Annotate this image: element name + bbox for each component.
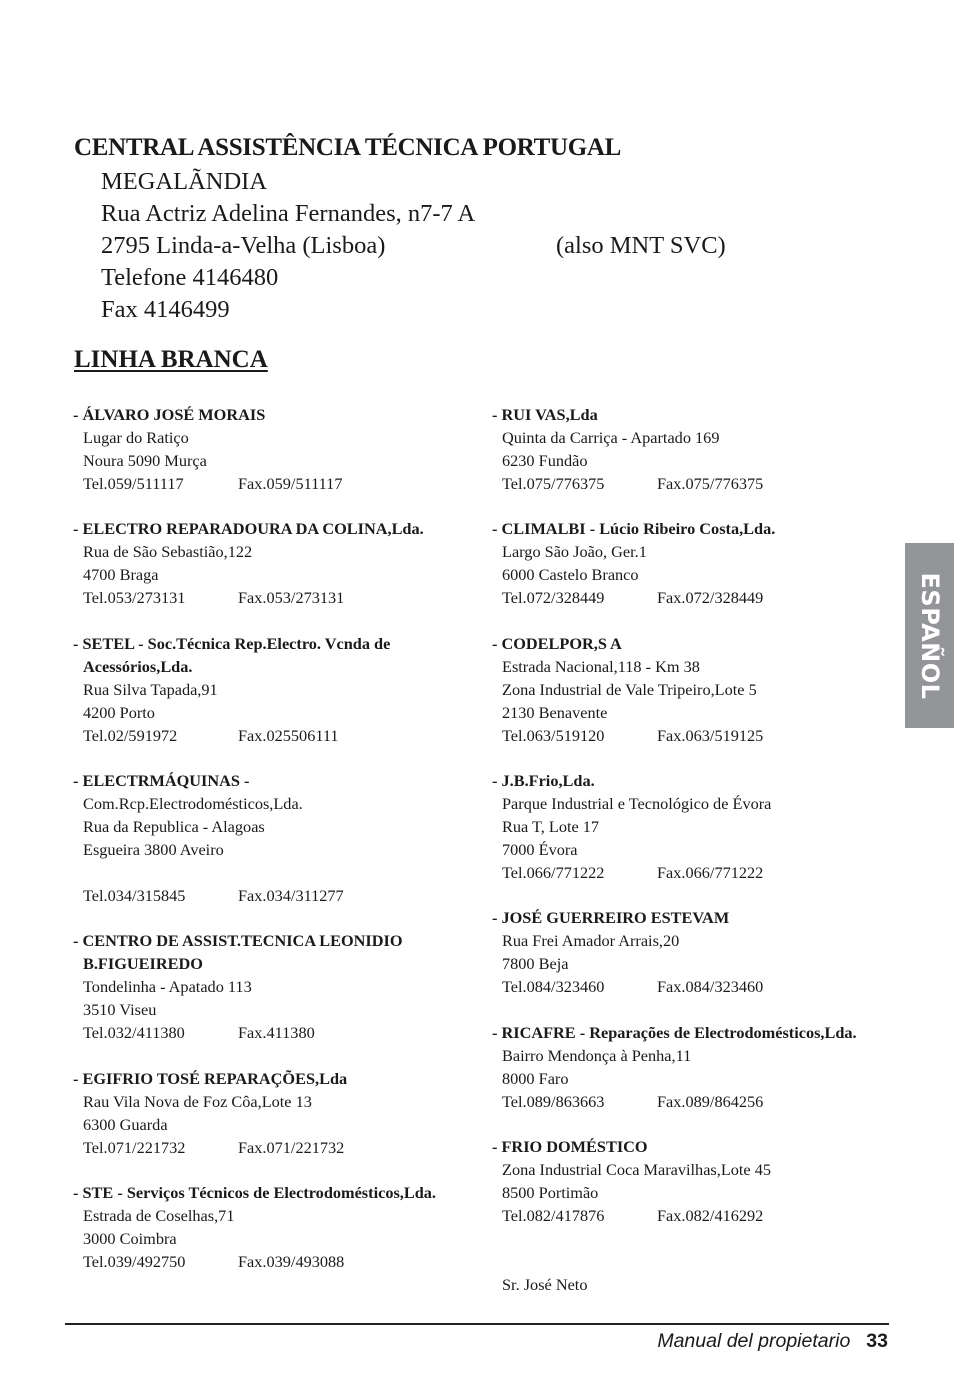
entry-address-line: Rua Silva Tapada,91 (83, 680, 218, 699)
entry-contact-row (73, 724, 390, 747)
entry-address-line: Rua da Republica - Alagoas (83, 817, 265, 836)
entry-name: - EGIFRIO TOSÉ REPARAÇÕES,Lda (73, 1069, 348, 1088)
entry-address-line: Rua de São Sebastião,122 (83, 542, 253, 561)
entry-name: Acessórios,Lda. (83, 657, 193, 676)
directory-entry (73, 517, 424, 609)
directory-entry (73, 632, 390, 747)
entry-fax: Fax.034/311277 (238, 886, 344, 905)
entry-fax: Fax.411380 (238, 1023, 315, 1042)
entry-name: - STE - Serviços Técnicos de Electrodomésticos,Lda. (73, 1183, 436, 1202)
entry-name: - FRIO DOMÉSTICO (492, 1137, 648, 1156)
entry-contact-row (492, 975, 763, 998)
entry-address-line: Rua T, Lote 17 (502, 817, 600, 836)
entry-name: - CENTRO DE ASSIST.TECNICA LEONIDIO (73, 931, 403, 950)
central-address (101, 166, 475, 326)
directory-entry (492, 403, 763, 495)
entry-contact-row (492, 724, 763, 747)
entry-name: - ELECTRMÁQUINAS - (73, 771, 250, 790)
entry-address-line: 4200 Porto (83, 703, 155, 722)
directory-entry (492, 517, 775, 609)
entry-contact-row (492, 1090, 857, 1113)
entry-name: - ÁLVARO JOSÉ MORAIS (73, 405, 266, 424)
entry-fax: Fax.059/511117 (238, 474, 343, 493)
fax-line: Fax 4146499 (101, 296, 230, 323)
entry-address-line: Zona Industrial de Vale Tripeiro,Lote 5 (502, 680, 757, 699)
entry-name: - ELECTRO REPARADOURA DA COLINA,Lda. (73, 519, 424, 538)
entry-address-line: Estrada de Coselhas,71 (83, 1206, 235, 1225)
directory-entry (73, 1067, 347, 1159)
entry-fax: Fax.082/416292 (657, 1206, 764, 1225)
entry-fax: Fax.039/493088 (238, 1252, 345, 1271)
entry-tel: Tel.072/328449 (502, 588, 605, 607)
entry-address-line: 8500 Portimão (502, 1183, 599, 1202)
entry-tel: Tel.084/323460 (502, 977, 605, 996)
entry-address-line (73, 861, 344, 884)
entry-address-line: Com.Rcp.Electrodomésticos,Lda. (83, 794, 303, 813)
entry-name: - RUI VAS,Lda (492, 405, 598, 424)
entry-tel: Tel.053/273131 (83, 588, 186, 607)
address-line: MEGALÃNDIA (101, 168, 268, 195)
directory-entry (73, 929, 402, 1044)
entry-fax: Fax.072/328449 (657, 588, 764, 607)
entry-tel: Tel.075/776375 (502, 474, 605, 493)
entry-tel: Tel.032/411380 (83, 1023, 185, 1042)
entry-contact-row (492, 586, 775, 609)
directory-entry (73, 769, 344, 907)
entry-address-line: Parque Industrial e Tecnológico de Évora (502, 794, 772, 813)
directory-entry (492, 1135, 771, 1227)
entry-contact-row (492, 472, 763, 495)
entry-tel: Tel.082/417876 (502, 1206, 605, 1225)
central-note: (also MNT SVC) (556, 232, 726, 259)
directory-entry (73, 1181, 436, 1273)
entry-address-line: 2130 Benavente (502, 703, 608, 722)
address-line: Rua Actriz Adelina Fernandes, n7-7 A (101, 200, 476, 227)
entry-address-line: Largo São João, Ger.1 (502, 542, 647, 561)
entry-address-line: 7000 Évora (502, 840, 578, 859)
entry-address-line: 7800 Beja (502, 954, 569, 973)
entry-contact-row (73, 1021, 402, 1044)
entry-address-line: Quinta da Carriça - Apartado 169 (502, 428, 720, 447)
entry-fax: Fax.071/221732 (238, 1138, 345, 1157)
entry-contact-row (73, 1250, 436, 1273)
entry-address-line: 6300 Guarda (83, 1115, 168, 1134)
entry-address-line: 4700 Braga (83, 565, 159, 584)
entry-tel: Tel.063/519120 (502, 726, 605, 745)
directory-entry (492, 906, 763, 998)
footer-rule (65, 1323, 889, 1325)
entry-name: - SETEL - Soc.Técnica Rep.Electro. Vcnda de (73, 634, 391, 653)
entry-address-line: 3000 Coimbra (83, 1229, 177, 1248)
entry-fax: Fax.053/273131 (238, 588, 345, 607)
entry-name: - RICAFRE - Reparações de Electrodomésticos,Lda. (492, 1023, 857, 1042)
entry-fax: Fax.075/776375 (657, 474, 764, 493)
entry-tel: Tel.071/221732 (83, 1138, 186, 1157)
entry-fax: Fax.084/323460 (657, 977, 764, 996)
central-title: CENTRAL ASSISTÊNCIA TÉCNICA PORTUGAL (74, 134, 622, 161)
phone-line: Telefone 4146480 (101, 264, 279, 291)
entry-address-line: Esgueira 3800 Aveiro (83, 840, 224, 859)
entry-address-line: 6230 Fundão (502, 451, 588, 470)
entry-tel: Tel.034/315845 (83, 886, 186, 905)
entry-name: - CODELPOR,S A (492, 634, 622, 653)
page-number: 33 (866, 1330, 888, 1352)
directory-entry (492, 1021, 857, 1113)
entry-address-line: Rua Frei Amador Arrais,20 (502, 931, 680, 950)
entry-address-line: Estrada Nacional,118 - Km 38 (502, 657, 700, 676)
directory-entry (492, 769, 771, 884)
entry-contact-row (73, 586, 424, 609)
footer-title: Manual del propietario (657, 1330, 851, 1352)
entry-address-line: 3510 Viseu (83, 1000, 157, 1019)
address-line: 2795 Linda-a-Velha (Lisboa) (101, 232, 386, 259)
entry-contact-row (492, 861, 771, 884)
entry-contact-row (73, 884, 344, 907)
entry-tel: Tel.02/591972 (83, 726, 178, 745)
entry-contact-row (73, 472, 342, 495)
entry-address-line: Rau Vila Nova de Foz Côa,Lote 13 (83, 1092, 312, 1111)
language-tab (905, 543, 954, 728)
entry-fax: Fax.063/519125 (657, 726, 764, 745)
entry-name: B.FIGUEIREDO (83, 954, 203, 973)
entry-address-line: Lugar do Ratiço (83, 428, 189, 447)
entry-tel: Tel.089/863663 (502, 1092, 605, 1111)
entry-address-line: Bairro Mendonça à Penha,11 (502, 1046, 692, 1065)
directory-entry (492, 632, 763, 747)
entry-address-line: 6000 Castelo Branco (502, 565, 639, 584)
entry-address-line: 8000 Faro (502, 1069, 569, 1088)
entry-fax: Fax.089/864256 (657, 1092, 764, 1111)
contact-person: Sr. José Neto (502, 1275, 588, 1294)
entry-name: - J.B.Frio,Lda. (492, 771, 595, 790)
entry-tel: Tel.059/511117 (83, 474, 184, 493)
entry-address-line: Zona Industrial Coca Maravilhas,Lote 45 (502, 1160, 772, 1179)
entry-address-line: Noura 5090 Murça (83, 451, 207, 470)
language-tab-label: ESPAÑOL (915, 572, 944, 699)
entry-contact-row (73, 1136, 347, 1159)
directory-entry (73, 403, 342, 495)
entry-fax: Fax.066/771222 (657, 863, 764, 882)
entry-tel: Tel.039/492750 (83, 1252, 186, 1271)
entry-address-line: Tondelinha - Apatado 113 (83, 977, 252, 996)
section-title: LINHA BRANCA (74, 346, 268, 373)
entry-name: - CLIMALBI - Lúcio Ribeiro Costa,Lda. (492, 519, 776, 538)
entry-name: - JOSÉ GUERREIRO ESTEVAM (492, 908, 730, 927)
entry-tel: Tel.066/771222 (502, 863, 605, 882)
entry-contact-row (492, 1204, 771, 1227)
footer (657, 1330, 888, 1353)
entry-fax: Fax.025506111 (238, 726, 339, 745)
